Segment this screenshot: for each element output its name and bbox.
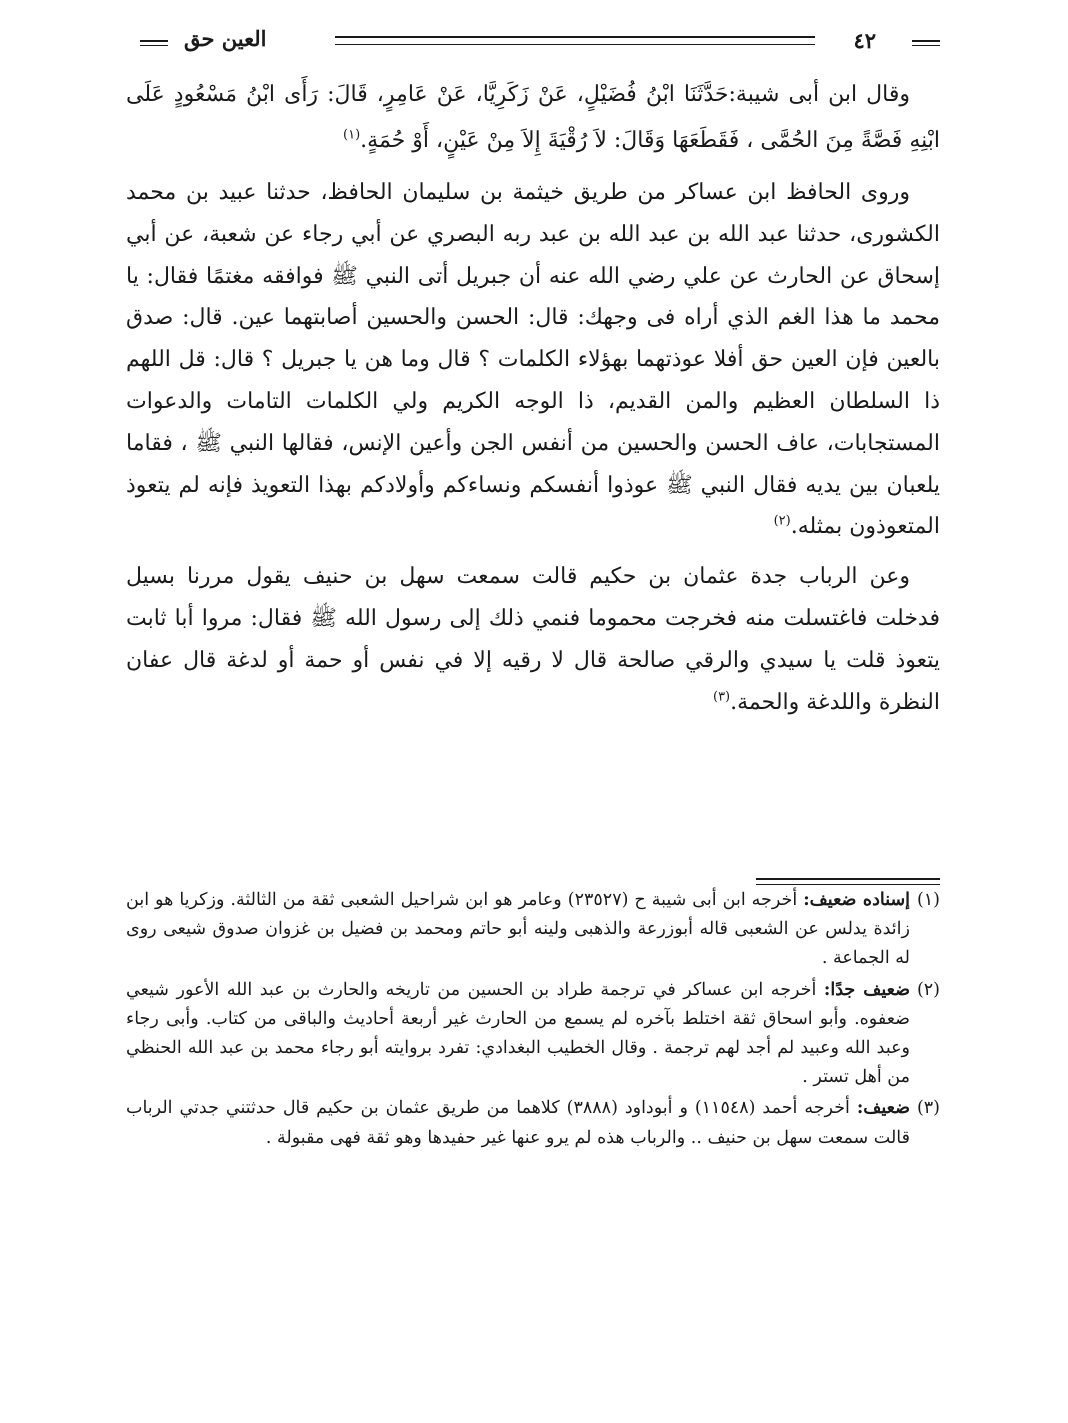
paragraph	[126, 556, 940, 723]
footnotes	[126, 886, 940, 1155]
footnote-text: أخرجه ابن عساكر في ترجمة طراد بن الحسين من تاريخه والحارث بن عبد الله الأعور شيعي ضعفوه. وأبو اسحاق ثقة اختلط بآخره لم يسمع من الحارث غير أربعة أحاديث والباقى من كتاب. وأبى رجاء وعبد الله وعبيد لم أجد لهم ترجمة . وقال الخطيب البغدادي: تفرد بروايته أبو رجاء محمد بن عبد الله الحنظي من أهل تستر .	[126, 979, 910, 1088]
paragraph-text: وقال ابن أبى شيبة:حَدَّثَنَا ابْنُ فُضَيْلٍ، عَنْ زَكَرِيَّا، عَنْ عَامِرٍ، قَالَ: رَأَى ابْنُ مَسْعُودٍ عَلَى ابْنِهِ فَصَّةً مِنَ الحُمَّى ، فَقَطَعَهَا وَقَالَ: لاَ رُقْيَةَ إِلاَ مِنْ عَيْنٍ، أَوْ حُمَةٍ.	[126, 82, 940, 153]
header-rule-left	[140, 40, 168, 46]
header-rule-right	[912, 40, 940, 46]
main-text	[126, 72, 940, 731]
paragraph	[126, 72, 940, 164]
footnote-number: (٣)	[916, 1098, 940, 1119]
paragraph-text: وروى الحافظ ابن عساكر من طريق خيثمة بن سليمان الحافظ، حدثنا عبيد بن محمد الكشورى، حدثنا عبد الله بن عبد الله بن عبد ربه البصري عن أبي رجاء عن شعبة، عن أبي إسحاق عن الحارث عن علي رضي الله عنه أن جبريل أتى النبي ﷺ فوافقه مغتمًا فقال: يا محمد ما هذا الغم الذي أراه فى وجهك: قال: الحسن والحسين أصابتهما عين. قال: صدق بالعين فإن العين حق أفلا عوذتهما بهؤلاء الكلمات ؟ قال وما هن يا جبريل ؟ قال: قل اللهم ذا السلطان العظيم والمن القديم، ذا الوجه الكريم ولي الكلمات التامات والدعوات المستجابات، عاف الحسن والحسين من أنفس الجن وأعين الإنس، فقالها النبي ﷺ ، فقاما يلعبان بين يديه فقال النبي ﷺ عوذوا أنفسكم ونساءكم وأولادكم بهذا التعويذ فإنه لم يتعوذ المتعوذون بمثله.	[126, 180, 940, 540]
footnote-separator	[756, 878, 940, 885]
footnote	[126, 1094, 940, 1152]
paragraph-text: وعن الرباب جدة عثمان بن حكيم قالت سمعت سهل بن حنيف يقول مررنا بسيل فدخلت فاغتسلت منه فخرجت محموما فنمي ذلك إلى رسول الله ﷺ فقال: مروا أبا ثابت يتعوذ قلت يا سيدي والرقي صالحة قال لا رقيه إلا في نفس أو حمة أو لدغة قال عفان النظرة واللدغة والحمة.	[126, 564, 940, 715]
paragraph	[126, 172, 940, 548]
page-number: ٤٢	[853, 28, 876, 53]
footnote-reference: (١)	[343, 127, 361, 143]
footnote	[126, 976, 940, 1093]
footnote-grade: إسناده ضعيف:	[803, 890, 911, 910]
footnote	[126, 886, 940, 974]
header-rule	[335, 36, 815, 45]
footnote-grade: ضعيف:	[856, 1098, 910, 1119]
footnote-text: أخرجه أحمد (١١٥٤٨) و أبوداود (٣٨٨٨) كلاهما من طريق عثمان بن حكيم قال حدثتني جدتي الرباب قالت سمعت سهل بن حنيف .. والرباب هذه لم يرو عنها غير حفيدها وهو ثقة فهى مقبولة .	[126, 1098, 910, 1148]
footnote-text: أخرجه ابن أبى شيبة ح (٢٣٥٢٧) وعامر هو ابن شراحيل الشعبى ثقة من الثالثة. وزكريا هو ابن زائدة يدلس عن الشعبى قاله أبوزرعة والذهبى ولينه أبو حاتم ومحمد بن فضيل بن غزوان صدوق شيعى روى له الجماعة .	[126, 890, 910, 969]
footnote-reference: (٢)	[773, 514, 791, 530]
footnote-reference: (٣)	[712, 689, 731, 705]
footnote-number: (٢)	[916, 979, 940, 1000]
footnote-grade: ضعيف جدًا:	[823, 979, 910, 1000]
page-header	[140, 22, 940, 62]
footnote-number: (١)	[916, 890, 940, 910]
running-title: العين حق	[184, 26, 267, 51]
